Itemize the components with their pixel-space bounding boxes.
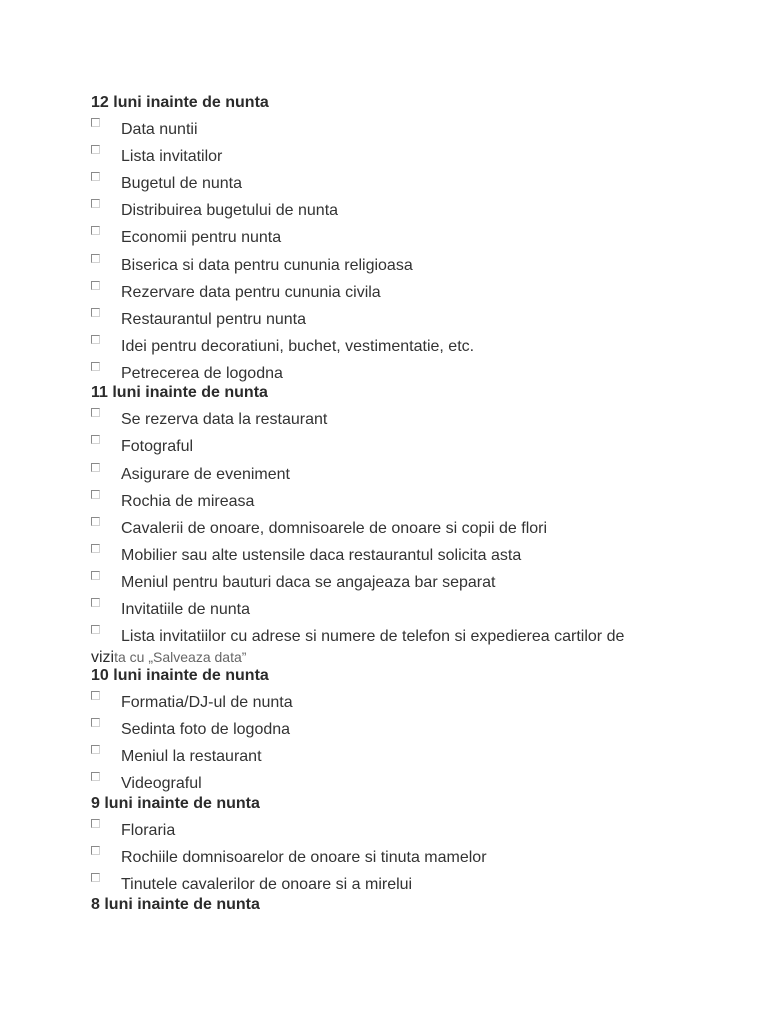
checklist-item-label: Mobilier sau alte ustensile daca restaurantul solicita asta (121, 547, 522, 564)
section-heading: 10 luni inainte de nunta (91, 667, 269, 684)
section-heading: 11 luni inainte de nunta (91, 384, 268, 401)
checkbox-icon[interactable] (91, 199, 100, 208)
checklist-item-label: Biserica si data pentru cununia religioasa (121, 257, 413, 274)
checklist-item-label: Rochia de mireasa (121, 493, 255, 510)
checkbox-icon[interactable] (91, 226, 100, 235)
checklist-item-label: Bugetul de nunta (121, 175, 242, 192)
checkbox-icon[interactable] (91, 490, 100, 499)
checklist-item-label: Data nuntii (121, 121, 198, 138)
checkbox-icon[interactable] (91, 308, 100, 317)
checklist-item-label: Restaurantul pentru nunta (121, 311, 307, 328)
checklist-item-label: Formatia/DJ-ul de nunta (121, 694, 293, 711)
checklist-item-label: Floraria (121, 822, 176, 839)
checkbox-icon[interactable] (91, 544, 100, 553)
checkbox-icon[interactable] (91, 691, 100, 700)
checkbox-icon[interactable] (91, 172, 100, 181)
checkbox-icon[interactable] (91, 335, 100, 344)
section-heading: 8 luni inainte de nunta (91, 896, 260, 913)
checkbox-icon[interactable] (91, 745, 100, 754)
checklist-item-label: Lista invitatilor (121, 148, 223, 165)
checkbox-icon[interactable] (91, 625, 100, 634)
checklist-item-label: Economii pentru nunta (121, 229, 282, 246)
checklist-item-continuation: vizita cu „Salveaza data” (91, 649, 247, 666)
checkbox-icon[interactable] (91, 408, 100, 417)
checklist-item-label: Invitatiile de nunta (121, 601, 250, 618)
checklist-item-label: Cavalerii de onoare, domnisoarele de onoare si copii de flori (121, 520, 548, 537)
checklist-item-label: Sedinta foto de logodna (121, 721, 291, 738)
checklist-item-label: Petrecerea de logodna (121, 365, 283, 382)
checklist-item-label: Videograful (121, 775, 202, 792)
checklist-item-label: Lista invitatiilor cu adrese si numere de telefon si expedierea cartilor de (121, 628, 625, 645)
checklist-item-label: Se rezerva data la restaurant (121, 411, 328, 428)
checklist-item-label: Rezervare data pentru cununia civila (121, 284, 381, 301)
checklist-item-label: Fotograful (121, 438, 194, 455)
checkbox-icon[interactable] (91, 819, 100, 828)
checklist-item-label: Distribuirea bugetului de nunta (121, 202, 339, 219)
checkbox-icon[interactable] (91, 362, 100, 371)
section-heading: 12 luni inainte de nunta (91, 94, 269, 111)
checkbox-icon[interactable] (91, 772, 100, 781)
checklist-item-label: Meniul pentru bauturi daca se angajeaza bar separat (121, 574, 496, 591)
checkbox-icon[interactable] (91, 118, 100, 127)
checkbox-icon[interactable] (91, 463, 100, 472)
checkbox-icon[interactable] (91, 718, 100, 727)
checkbox-icon[interactable] (91, 254, 100, 263)
checklist-item-label: Rochiile domnisoarelor de onoare si tinuta mamelor (121, 849, 487, 866)
section-heading: 9 luni inainte de nunta (91, 795, 260, 812)
checklist-item-label: Tinutele cavalerilor de onoare si a mirelui (121, 876, 413, 893)
checkbox-icon[interactable] (91, 281, 100, 290)
checklist-item-label: Asigurare de eveniment (121, 466, 290, 483)
checkbox-icon[interactable] (91, 873, 100, 882)
checklist-item-label: Meniul la restaurant (121, 748, 262, 765)
checkbox-icon[interactable] (91, 571, 100, 580)
checkbox-icon[interactable] (91, 435, 100, 444)
checkbox-icon[interactable] (91, 598, 100, 607)
checkbox-icon[interactable] (91, 846, 100, 855)
checklist-item-label: Idei pentru decoratiuni, buchet, vestimentatie, etc. (121, 338, 475, 355)
checkbox-icon[interactable] (91, 517, 100, 526)
checkbox-icon[interactable] (91, 145, 100, 154)
